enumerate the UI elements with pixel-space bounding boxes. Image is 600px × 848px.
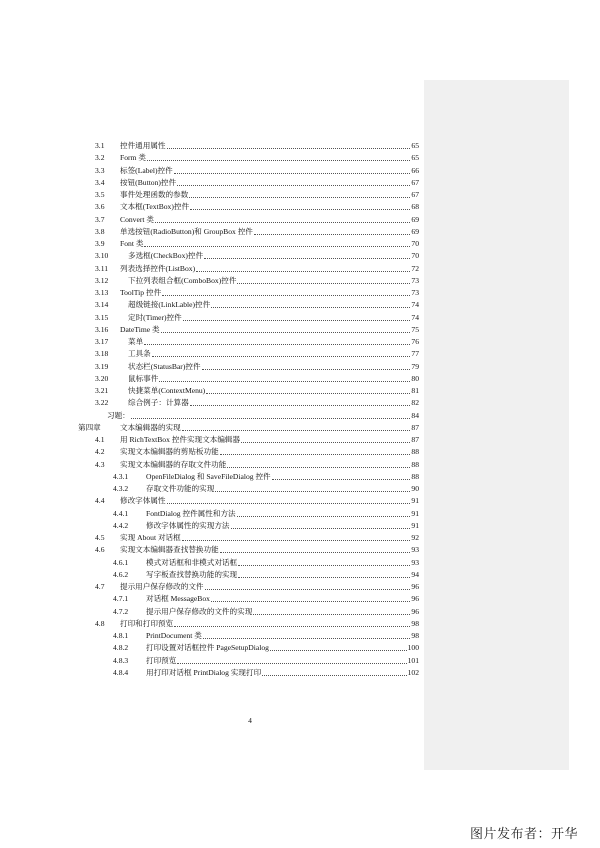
toc-leader <box>238 555 410 566</box>
toc-number: 3.13 <box>95 288 109 297</box>
toc-row <box>0 667 420 678</box>
toc-leader <box>144 236 410 247</box>
toc-leader <box>174 616 410 627</box>
toc-page: 87 <box>411 422 419 432</box>
toc-page: 76 <box>411 337 419 346</box>
toc-page: 70 <box>411 251 419 261</box>
toc-leader <box>241 432 410 443</box>
toc-leader <box>161 322 411 333</box>
toc-page: 65 <box>411 141 419 150</box>
toc-number: 4.3.1 <box>113 471 129 481</box>
toc-leader <box>254 224 411 235</box>
toc-page: 87 <box>411 435 419 444</box>
toc-number: 3.18 <box>95 349 109 359</box>
toc-page: 91 <box>411 520 419 530</box>
toc-title: 文本框(TextBox)控件 <box>120 202 190 212</box>
toc-number: 4.8.4 <box>113 667 129 677</box>
toc-leader <box>204 248 410 259</box>
toc-page: 66 <box>411 165 419 175</box>
toc-title: 标签(Label)控件 <box>120 165 173 175</box>
toc-title: 定时(Timer)控件 <box>128 312 182 322</box>
toc-title: 写字板查找替换功能的实现 <box>146 569 238 579</box>
toc-page: 93 <box>411 557 419 567</box>
toc-leader <box>147 150 410 161</box>
toc-page: 73 <box>411 288 419 297</box>
toc-title: ToolTip 控件 <box>120 288 162 297</box>
toc-page: 84 <box>411 410 419 420</box>
toc-number: 4.8.3 <box>113 655 129 665</box>
toc-title: 打印设置对话框控件 PageSetupDialog <box>146 643 269 653</box>
toc-leader <box>202 359 411 370</box>
toc-title: 下拉列表组合框(ComboBox)控件 <box>128 275 237 285</box>
toc-leader <box>220 444 411 455</box>
toc-title: 按钮(Button)控件 <box>120 177 177 187</box>
toc-title: 列表选择控件(ListBox) <box>120 263 196 273</box>
toc-number: 3.10 <box>95 251 109 261</box>
toc-title: 存取文件功能的实现 <box>146 484 215 493</box>
toc-leader <box>144 334 410 345</box>
toc-leader <box>182 530 411 541</box>
toc-number: 3.19 <box>95 361 109 371</box>
toc-title: OpenFileDialog 和 SaveFileDialog 控件 <box>146 471 271 481</box>
toc-title: 状态栏(StatusBar)控件 <box>128 361 201 371</box>
toc-title: 打印和打印预览 <box>120 618 174 628</box>
toc-title: FontDialog 控件属性和方法 <box>146 508 236 518</box>
toc-page: 81 <box>411 386 419 395</box>
toc-leader <box>177 175 410 186</box>
toc-title: 控件通用属性 <box>120 141 166 150</box>
toc-number: 3.17 <box>95 337 109 346</box>
toc-leader <box>177 653 406 664</box>
toc-title: 事件处理函数的参数 <box>120 190 189 199</box>
toc-title: 鼠标事件 <box>128 373 159 383</box>
toc-title: 用打印对话框 PrintDialog 实现打印 <box>146 667 262 677</box>
toc-number: 3.14 <box>95 300 109 310</box>
toc-leader <box>183 310 411 321</box>
toc-title: 习题： <box>107 410 130 420</box>
toc-number: 4.6.2 <box>113 569 129 579</box>
toc-leader <box>155 212 410 223</box>
toc-leader <box>159 371 410 382</box>
toc-number: 3.4 <box>95 177 105 187</box>
toc-leader <box>211 591 410 602</box>
toc-number: 3.15 <box>95 312 109 322</box>
toc-title: Font 类 <box>120 239 144 248</box>
toc-number: 3.2 <box>95 153 105 163</box>
toc-page: 100 <box>407 643 419 653</box>
toc-leader <box>270 640 407 651</box>
toc-number: 4.4.1 <box>113 508 129 518</box>
toc-title: 实现文本编辑器查找替换功能 <box>120 545 219 555</box>
toc-title: 实现文本编辑器的剪贴板功能 <box>120 447 219 457</box>
toc-page: 69 <box>411 226 419 236</box>
toc-page: 92 <box>411 533 419 542</box>
toc-leader <box>203 628 411 639</box>
toc-page: 98 <box>411 618 419 628</box>
toc-page: 77 <box>411 349 419 359</box>
toc-leader <box>152 346 411 357</box>
toc-leader <box>272 469 411 480</box>
toc-page: 79 <box>411 361 419 371</box>
toc-number: 4.5 <box>95 533 105 542</box>
toc-title: Convert 类 <box>120 214 154 224</box>
toc-number: 3.6 <box>95 202 105 212</box>
toc-page: 74 <box>411 300 419 310</box>
toc-title: 模式对话框和非模式对话框 <box>146 557 238 567</box>
toc-title: 实现 About 对话框 <box>120 533 181 542</box>
toc-page: 88 <box>411 447 419 457</box>
toc-title: 用 RichTextBox 控件实现文本编辑器 <box>120 435 241 444</box>
toc-title: 超级链接(LinkLable)控件 <box>128 300 211 310</box>
toc-leader <box>131 408 411 419</box>
toc-leader <box>238 567 410 578</box>
toc-title: 快捷菜单(ContextMenu) <box>128 386 206 395</box>
toc-number: 第四章 <box>78 422 101 432</box>
toc-page: 94 <box>411 569 419 579</box>
toc-page: 69 <box>411 214 419 224</box>
toc-page: 82 <box>411 398 419 408</box>
page-number: 4 <box>248 716 252 725</box>
toc-leader <box>174 163 411 174</box>
toc-leader <box>167 493 411 504</box>
toc-page: 88 <box>411 459 419 469</box>
toc-page: 96 <box>411 594 419 604</box>
toc-title: 修改字体属性的实现方法 <box>146 520 230 530</box>
toc-page: 101 <box>407 655 419 665</box>
toc-leader <box>206 383 410 394</box>
toc-leader <box>227 457 410 468</box>
toc-page: 70 <box>411 239 419 248</box>
toc-leader <box>253 604 410 615</box>
toc-page: 72 <box>411 263 419 273</box>
toc-leader <box>220 542 411 553</box>
toc-number: 4.7.1 <box>113 594 129 604</box>
toc-number: 3.12 <box>95 275 109 285</box>
toc-page: 74 <box>411 312 419 322</box>
toc-leader <box>231 518 411 529</box>
toc-page: 91 <box>411 508 419 518</box>
toc-title: 综合例子：计算器 <box>128 398 189 408</box>
toc-leader <box>162 285 410 296</box>
toc-number: 4.2 <box>95 447 105 457</box>
toc-number: 4.7.2 <box>113 606 129 616</box>
toc-page: 91 <box>411 496 419 506</box>
toc-number: 4.4.2 <box>113 520 129 530</box>
toc-number: 3.7 <box>95 214 105 224</box>
toc-title: 多选框(CheckBox)控件 <box>128 251 204 261</box>
publisher-credit: 图片发布者：开华 <box>469 827 578 842</box>
toc-page: 96 <box>411 582 419 591</box>
toc-leader <box>205 579 411 590</box>
toc-number: 3.3 <box>95 165 105 175</box>
toc-number: 3.16 <box>95 324 109 334</box>
toc-number: 4.8 <box>95 618 105 628</box>
toc-leader <box>237 273 410 284</box>
toc-number: 4.4 <box>95 496 105 506</box>
toc-page: 67 <box>411 190 419 199</box>
toc-page: 90 <box>411 484 419 493</box>
toc-title: 提示用户保存修改的文件的实现 <box>146 606 253 616</box>
toc-page: 98 <box>411 631 419 640</box>
toc-number: 4.3.2 <box>113 484 129 493</box>
comment-sidebar <box>424 80 569 770</box>
toc-number: 3.21 <box>95 386 109 395</box>
toc-page: 96 <box>411 606 419 616</box>
toc-title: 文本编辑器的实现 <box>120 422 181 432</box>
toc-number: 3.22 <box>95 398 109 408</box>
toc-page: 65 <box>411 153 419 163</box>
toc-leader <box>196 261 410 272</box>
toc-title: Form 类 <box>120 153 146 163</box>
toc-title: 实现文本编辑器的存取文件功能 <box>120 459 227 469</box>
toc-page: 80 <box>411 373 419 383</box>
toc-number: 3.5 <box>95 190 105 199</box>
toc-title: PrintDocument 类 <box>146 631 202 640</box>
toc-number: 4.3 <box>95 459 105 469</box>
toc-leader <box>211 297 410 308</box>
toc-leader <box>189 187 410 198</box>
toc-page: 68 <box>411 202 419 212</box>
toc-page: 75 <box>411 324 419 334</box>
toc-leader <box>237 506 411 517</box>
toc-leader <box>262 665 406 676</box>
toc-page: 73 <box>411 275 419 285</box>
toc-number: 4.8.1 <box>113 631 129 640</box>
toc-number: 3.1 <box>95 141 105 150</box>
toc-title: 对话框 MessageBox <box>146 594 210 604</box>
toc-number: 3.9 <box>95 239 105 248</box>
toc-page: 93 <box>411 545 419 555</box>
toc-title: 提示用户保存修改的文件 <box>120 582 204 591</box>
toc-number: 4.6.1 <box>113 557 129 567</box>
toc-leader <box>182 420 411 431</box>
toc-title: 修改字体属性 <box>120 496 166 506</box>
toc-title: 菜单 <box>128 337 144 346</box>
toc-page: 67 <box>411 177 419 187</box>
toc-title: 单选按钮(RadioButton)和 GroupBox 控件 <box>120 226 253 236</box>
toc-leader <box>215 481 410 492</box>
toc-title: 打印预览 <box>146 655 177 665</box>
toc-leader <box>167 138 411 149</box>
toc-number: 4.8.2 <box>113 643 129 653</box>
toc-number: 4.6 <box>95 545 105 555</box>
toc-leader <box>190 199 410 210</box>
toc-title: DateTime 类 <box>120 324 160 334</box>
toc-number: 3.11 <box>95 263 109 273</box>
toc-number: 3.8 <box>95 226 105 236</box>
toc-number: 4.7 <box>95 582 105 591</box>
toc-page: 88 <box>411 471 419 481</box>
toc-number: 3.20 <box>95 373 109 383</box>
toc-page: 102 <box>407 667 419 677</box>
toc-number: 4.1 <box>95 435 105 444</box>
toc-title: 工具条 <box>128 349 151 359</box>
toc-leader <box>190 395 411 406</box>
